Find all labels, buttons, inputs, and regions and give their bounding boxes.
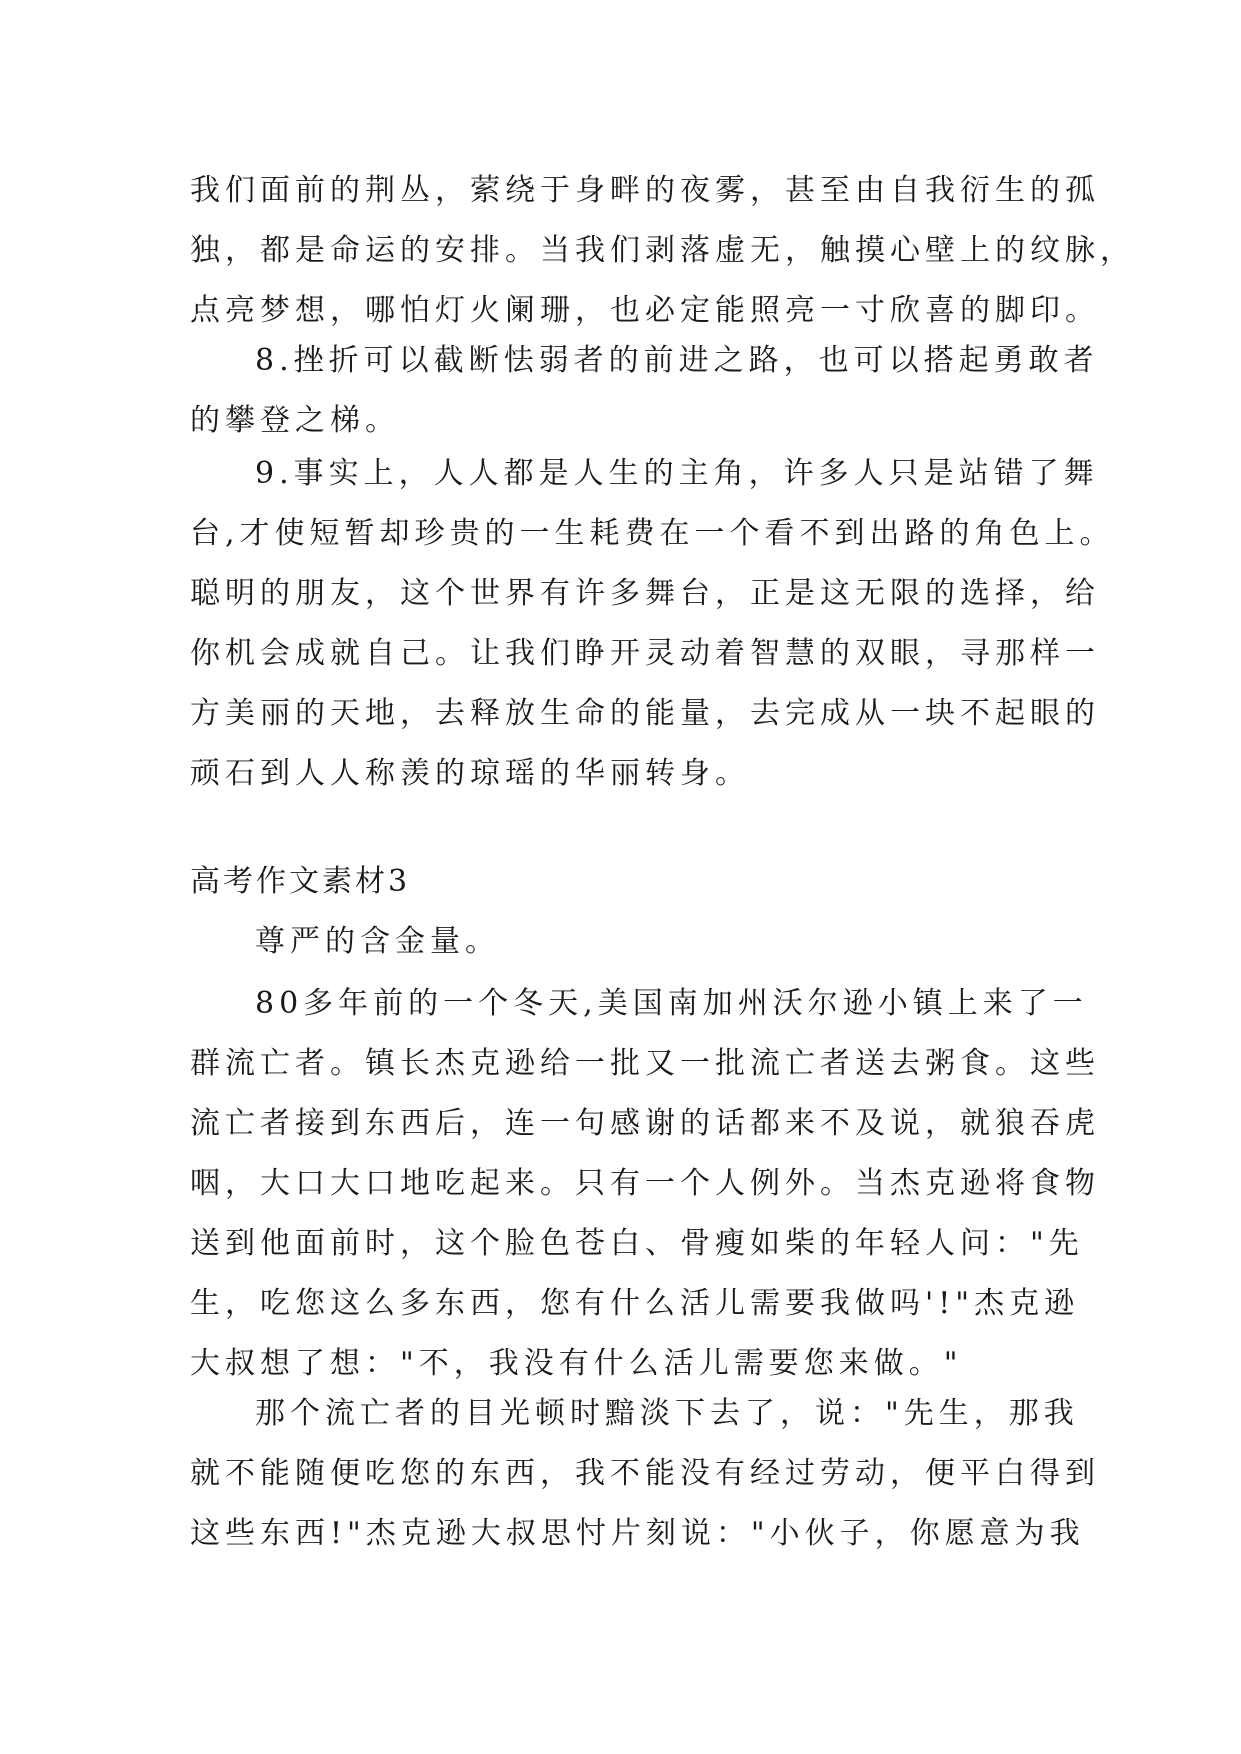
- subtitle-block: [190, 912, 1070, 972]
- text-line: 就不能随便吃您的东西，我不能没有经过劳动，便平白得到: [190, 1456, 1100, 1491]
- section-heading: 高考作文素材3: [190, 864, 411, 899]
- text-line: 咽，大口大口地吃起来。只有一个人例外。当杰克逊将食物: [190, 1166, 1100, 1201]
- text-line: 80多年前的一个冬天,美国南加州沃尔逊小镇上来了一: [255, 986, 1088, 1021]
- text-line: 8.挫折可以截断怯弱者的前进之路，也可以搭起勇敢者: [255, 343, 1099, 378]
- text-line: 大叔想了想："不，我没有什么活儿需要您来做。": [190, 1346, 963, 1381]
- paragraph-story-2: [190, 1384, 1100, 1564]
- subtitle: 尊严的含金量。: [255, 924, 500, 959]
- text-line: 生，吃您这么多东西，您有什么活儿需要我做吗'!"杰克逊: [190, 1286, 1080, 1321]
- text-line: 送到他面前时，这个脸色苍白、骨瘦如柴的年轻人问："先: [190, 1226, 1084, 1261]
- paragraph-item-8: [190, 331, 1099, 451]
- text-line: 聪明的朋友，这个世界有许多舞台，正是这无限的选择，给: [190, 576, 1100, 611]
- text-line: 你机会成就自己。让我们睁开灵动着智慧的双眼，寻那样一: [190, 636, 1100, 671]
- text-line: 方美丽的天地，去释放生命的能量，去完成从一块不起眼的: [190, 696, 1100, 731]
- text-line: 的攀登之梯。: [190, 403, 400, 438]
- text-line: 点亮梦想，哪怕灯火阑珊，也必定能照亮一寸欣喜的脚印。: [190, 293, 1100, 328]
- paragraph-story-1: [190, 974, 1100, 1394]
- text-line: 群流亡者。镇长杰克逊给一批又一批流亡者送去粥食。这些: [190, 1046, 1100, 1081]
- section-heading-block: [190, 852, 1070, 912]
- paragraph-item-9: [190, 444, 1115, 804]
- text-line: 流亡者接到东西后，连一句感谢的话都来不及说，就狼吞虎: [190, 1106, 1100, 1141]
- text-line: 我们面前的荆丛，萦绕于身畔的夜雾，甚至由自我衍生的孤: [190, 173, 1100, 208]
- text-line: 9.事实上，人人都是人生的主角，许多人只是站错了舞: [255, 456, 1099, 491]
- text-line: 这些东西!"杰克逊大叔思忖片刻说："小伙子，你愿意为我: [190, 1516, 1085, 1551]
- text-line: 台,才使短暂却珍贵的一生耗费在一个看不到出路的角色上。: [190, 516, 1115, 551]
- paragraph-section-a: [190, 161, 1135, 341]
- text-line: 顽石到人人称羡的琼瑶的华丽转身。: [190, 756, 750, 791]
- text-line: 那个流亡者的目光顿时黯淡下去了，说："先生，那我: [255, 1396, 1079, 1431]
- text-line: 独，都是命运的安排。当我们剥落虚无，触摸心壁上的纹脉，: [190, 233, 1135, 268]
